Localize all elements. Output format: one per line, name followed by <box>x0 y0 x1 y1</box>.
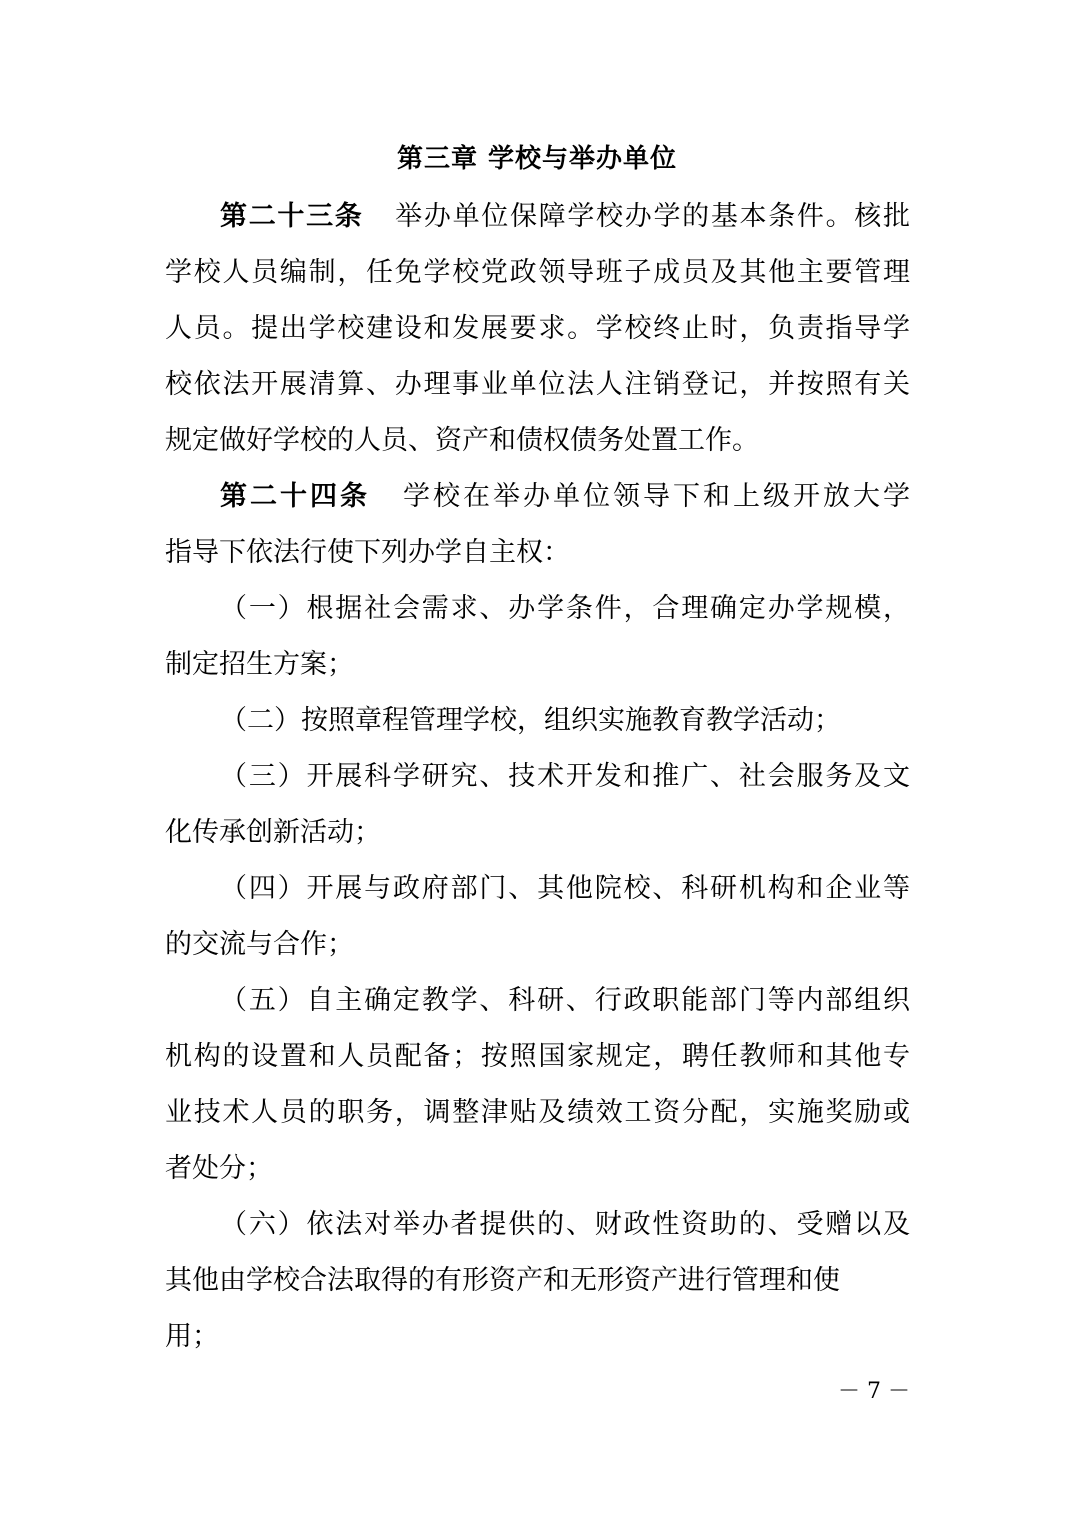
item-6-line-2: 其他由学校合法取得的有形资产和无形资产进行管理和使 <box>165 1265 840 1296</box>
article-24-text-1: 学校在举办单位领导下和上级开放大学 <box>400 481 910 512</box>
item-2-line-1: （二）按照章程管理学校，组织实施教育教学活动； <box>220 705 841 736</box>
item-5-line-2: 机构的设置和人员配备；按照国家规定，聘任教师和其他专 <box>165 1041 910 1072</box>
item-1-line-2: 制定招生方案； <box>165 649 354 680</box>
item-5-line-3: 业技术人员的职务，调整津贴及绩效工资分配，实施奖励或 <box>165 1097 910 1128</box>
item-5-line-1: （五）自主确定教学、科研、行政职能部门等内部组织 <box>220 985 910 1016</box>
article-23-line-3: 人员。提出学校建设和发展要求。学校终止时，负责指导学 <box>165 313 910 344</box>
article-23-line-1 <box>220 197 910 237</box>
article-24-label: 第二十四条 <box>220 481 370 512</box>
article-23-label: 第二十三条 <box>220 201 364 232</box>
item-1-line-1: （一）根据社会需求、办学条件，合理确定办学规模， <box>220 593 910 624</box>
article-24-line-2: 指导下依法行使下列办学自主权： <box>165 537 570 568</box>
article-23-line-5: 规定做好学校的人员、资产和债权债务处置工作。 <box>165 425 759 456</box>
item-4-line-1: （四）开展与政府部门、其他院校、科研机构和企业等 <box>220 873 910 904</box>
article-23-text-1: 举办单位保障学校办学的基本条件。核批 <box>393 201 910 232</box>
item-5-line-4: 者处分； <box>165 1153 273 1184</box>
item-3-line-1: （三）开展科学研究、技术开发和推广、社会服务及文 <box>220 761 910 792</box>
page-number: － 7 － <box>838 1379 910 1404</box>
item-6-line-3: 用； <box>165 1321 219 1352</box>
article-23-line-4: 校依法开展清算、办理事业单位法人注销登记，并按照有关 <box>165 369 910 400</box>
item-3-line-2: 化传承创新活动； <box>165 817 381 848</box>
item-6-line-1: （六）依法对举办者提供的、财政性资助的、受赠以及 <box>220 1209 910 1240</box>
article-23-line-2: 学校人员编制，任免学校党政领导班子成员及其他主要管理 <box>165 257 910 288</box>
item-4-line-2: 的交流与合作； <box>165 929 354 960</box>
chapter-title: 第三章 学校与举办单位 <box>396 144 678 174</box>
article-24-line-1 <box>220 477 910 517</box>
